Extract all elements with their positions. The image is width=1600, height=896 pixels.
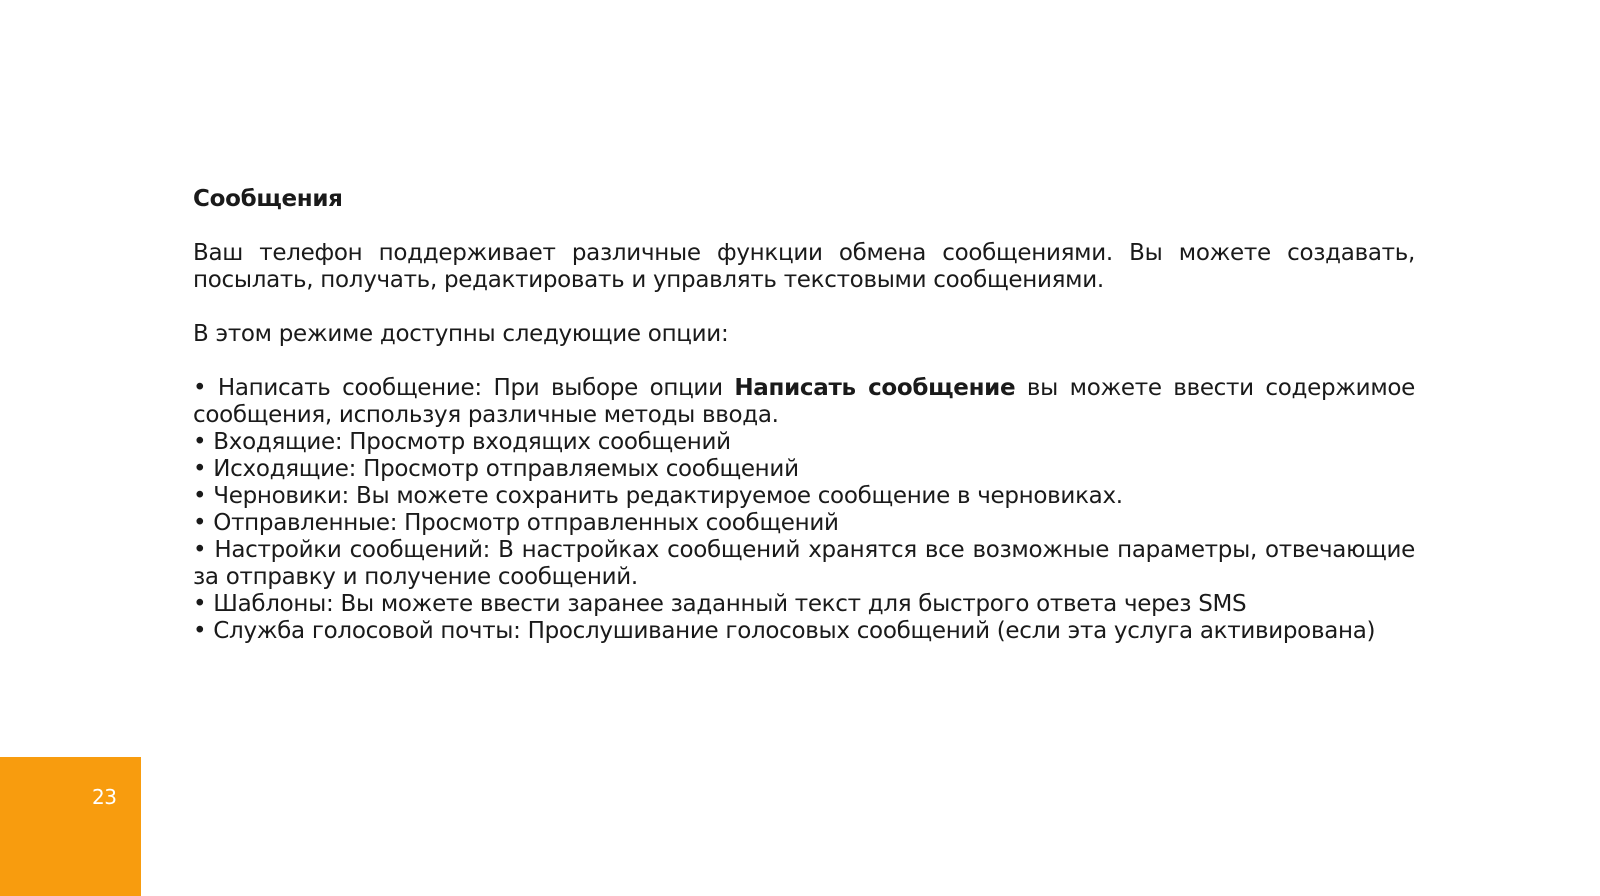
options-list [193,375,1415,645]
compose-prefix: • Написать сообщение: При выборе опции [193,375,735,401]
options-intro: В этом режиме доступны следующие опции: [193,321,729,347]
intro-paragraph: Ваш телефон поддерживает различные функции обмена сообщениями. Вы можете создавать, посылать, получать, редактировать и управлять текстовыми сообщениями. [193,240,1415,293]
list-item-outbox: • Исходящие: Просмотр отправляемых сообщений [193,456,799,482]
section-heading: Сообщения [193,186,343,212]
compose-bold-term: Написать сообщение [734,375,1016,401]
list-item-compose [193,375,1415,429]
page-content [193,186,1415,645]
list-item-drafts: • Черновики: Вы можете сохранить редактируемое сообщение в черновиках. [193,483,1123,509]
list-item-settings: • Настройки сообщений: В настройках сообщений хранятся все возможные параметры, отвечающие за отправку и получение сообщений. [193,537,1415,590]
list-item-sent: • Отправленные: Просмотр отправленных сообщений [193,510,839,536]
list-item-inbox: • Входящие: Просмотр входящих сообщений [193,429,731,455]
compose-suffix: вы можете ввести содержимое сообщения, используя различные методы ввода. [193,375,1415,428]
list-item-voicemail: • Служба голосовой почты: Прослушивание голосовых сообщений (если эта услуга активирована) [193,618,1376,644]
list-item-templates: • Шаблоны: Вы можете ввести заранее заданный текст для быстрого ответа через SMS [193,591,1247,617]
page-number-tab [0,757,141,896]
page-number: 23 [92,785,117,809]
